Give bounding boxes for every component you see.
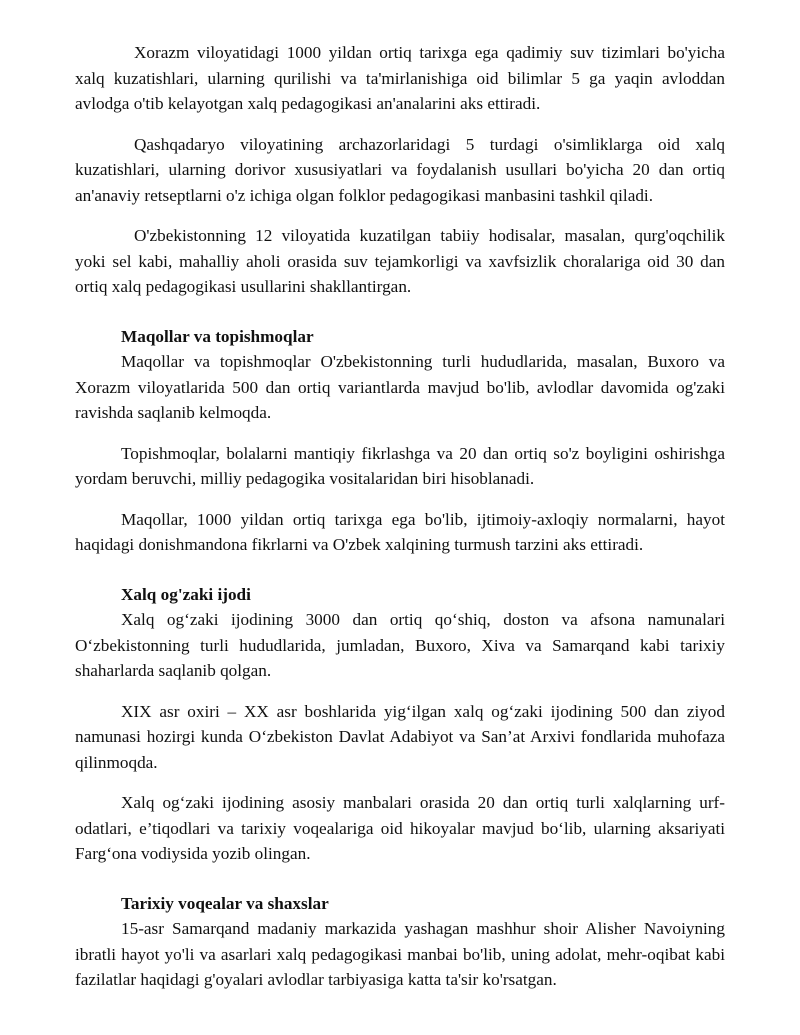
- intro-paragraph-2: Qashqadaryo viloyatining archazorlaridagi 5 turdagi o'simliklarga oid xalq kuzatishlari, ularning dorivor xususiyatlari va foydalanish usullari bo'yicha 20 dan ortiq an'anaviy retseptlarni o'z ichiga olgan folklor pedagogikasi manbasini tashkil qiladi.: [75, 134, 725, 205]
- maqollar-paragraph-1: Maqollar va topishmoqlar O'zbekistonning turli hududlarida, masalan, Buxoro va Xorazm viloyatlarida 500 dan ortiq variantlarda mavjud bo'lib, avlodlar davomida og'zaki ravishda saqlanib kelmoqda.: [75, 352, 725, 422]
- intro-paragraph-1: Xorazm viloyatidagi 1000 yildan ortiq tarixga ega qadimiy suv tizimlari bo'yicha xalq kuzatishlari, ularning qurilishi va ta'mirlanishiga oid bilimlar 5 ga yaqin avloddan avlodga o'tib kelayotgan xalq pedagogikasi an'analarini aks ettiradi.: [75, 43, 725, 113]
- intro-paragraph-3: O'zbekistonning 12 viloyatida kuzatilgan tabiiy hodisalar, masalan, qurg'oqchilik yoki sel kabi, mahalliy aholi orasida suv tejamkorligi va xavfsizlik choralariga oid 30 dan ortiq xalq pedagogikasi usullarini shakllantirgan.: [75, 226, 725, 296]
- tarixiy-heading: Tarixiy voqealar va shaxslar: [121, 893, 329, 913]
- maqollar-paragraph-2: Topishmoqlar, bolalarni mantiqiy fikrlashga va 20 dan ortiq so'z boyligini oshirishga yordam beruvchi, milliy pedagogika vositalaridan biri hisoblanadi.: [75, 443, 725, 488]
- maqollar-heading: Maqollar va topishmoqlar: [121, 326, 314, 346]
- ogzaki-paragraph-1: Xalq og‘zaki ijodining 3000 dan ortiq qo‘shiq, doston va afsona namunalari O‘zbekistonning turli hududlarida, jumladan, Buxoro, Xiva va Samarqand kabi tarixiy shaharlarda saqlanib qolgan.: [75, 610, 725, 680]
- ogzaki-paragraph-2: XIX asr oxiri – XX asr boshlarida yig‘ilgan xalq og‘zaki ijodining 500 dan ziyod namunasi hozirgi kunda O‘zbekiston Davlat Adabiyot va San’at Arxivi fondlarida muhofaza qilinmoqda.: [75, 701, 725, 772]
- tarixiy-paragraph-1: 15-asr Samarqand madaniy markazida yashagan mashhur shoir Alisher Navoiyning ibratli hayot yo'li va asarlari xalq pedagogikasi manbai bo'lib, uning adolat, mehr-oqibat kabi fazilatlar haqidagi g'oyalari avlodlar tarbiyasiga katta ta'sir ko'rsatgan.: [75, 919, 725, 989]
- maqollar-paragraph-3: Maqollar, 1000 yildan ortiq tarixga ega bo'lib, ijtimoiy-axloqiy normalarni, hayot haqidagi donishmandona fikrlarni va O'zbek xalqining turmush tarzini aks ettiradi.: [75, 509, 725, 554]
- ogzaki-paragraph-3: Xalq og‘zaki ijodining asosiy manbalari orasida 20 dan ortiq turli xalqlarning urf-odatlari, e’tiqodlari va tarixiy voqealariga oid hikoyalar mavjud bo‘lib, ularning aksariyati Farg‘ona vodiysida yozib olingan.: [75, 793, 725, 863]
- ogzaki-heading: Xalq og'zaki ijodi: [121, 584, 251, 604]
